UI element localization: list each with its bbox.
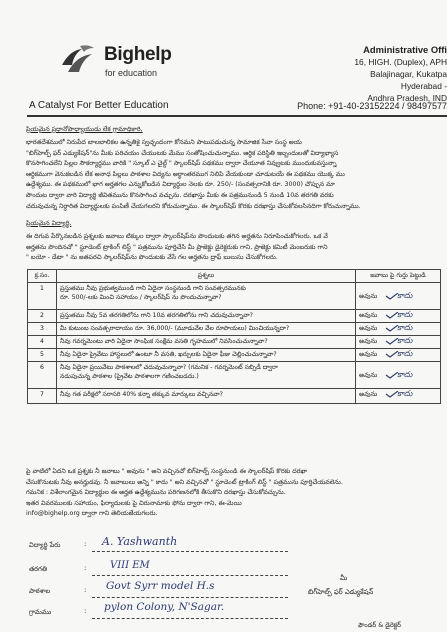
paragraph-line: చదువుచున్న నిర్ధారిత విద్యార్థులకు పంపిణీ చేయగలరని కోరుచున్నాము. ఈ స్కాలర్‌షిప్ కొరకు దరఖాస్తు చేసుకోవలసినదిగా కోరుచున్నాము. <box>26 202 361 210</box>
paragraph-line: కొనసాగించలేని పిల్లల సౌకర్యార్థము వారికి " స్కూల్ ఎ చైల్డ్ " స్కాలర్‌షిప్ పథకము ద్వారా చేయూత నివ్వుటకు ముందుకువస్తున్నా <box>26 160 337 168</box>
note-line: info@bighelp.org ద్వారా గాని తెలియజేయగలరు. <box>26 510 158 518</box>
colon: : <box>84 540 87 548</box>
village-line <box>92 618 288 619</box>
answer-cell[interactable] <box>356 322 441 335</box>
school-label: పాఠశాల <box>29 587 51 595</box>
row-number: 4 <box>28 335 57 348</box>
row-number: 6 <box>28 361 57 388</box>
row-number: 3 <box>28 322 57 335</box>
table-header-row <box>28 270 441 283</box>
note-line: చేసుకొనుటకు నీవు అనర్హుడవు. నీ జవాబులు అన్ని " కాదు " అని వచ్చినచో " స్టూడెంట్ ట్రాకింగ్ లిస్ట్ " పత్రమును పూర్తిచేయవలెను. <box>26 478 343 486</box>
notes-block <box>26 467 443 520</box>
school-line <box>92 597 288 598</box>
paragraph-line: ఆర్థికముగా వెనుకబడిన లేక అనాధ పిల్లలు పాఠశాల విద్యను అర్థాంతరముగ నిలిపి వేయకుండా చూడుటయే ఈ పథకము యొక్క ము <box>26 170 345 178</box>
header-number: క్ర.సం. <box>28 270 57 283</box>
class-label: తరగతి <box>29 565 48 573</box>
tagline: A Catalyst For Better Education <box>29 100 169 111</box>
question-cell <box>57 282 356 309</box>
paragraph-line: " బయో - డేటా " ను జతపరచి స్కాలర్‌షిప్‌ను పొందుటకు వేసే గల అర్హతను ద్రాఫ్ బులుసు చేసుకోగలరు. <box>26 254 278 262</box>
question-text: ప్రస్తుతము నీవు ప్రభుత్వముండి గాని ఏదైనా సంస్థనుండి గాని సంవత్సరమునకు <box>60 284 246 292</box>
answer-cell[interactable] <box>356 335 441 348</box>
row-number: 7 <box>28 388 57 403</box>
answer-no-handwritten: కాదు <box>397 335 413 345</box>
answer-yes: అవును <box>359 370 378 379</box>
village-field[interactable]: pylon Colony, N'Sagar. <box>104 601 225 613</box>
paragraph-line: "బిగ్‌హెల్ప్ ఫర్ ఎడ్యుకేషన్"ను మీకు పరిచయం చేయుటకు మేము సంతోషించుచున్నాము. ఆర్థిక పరిస్థితి ఇబ్బందులతో విద్యాభ్యాస <box>26 149 339 157</box>
answer-yes: అవును <box>359 323 378 332</box>
answer-no-handwritten: కాదు <box>397 290 413 300</box>
row-number: 2 <box>28 309 57 322</box>
address-line: 16, HIGH. (Duplex), APH <box>354 57 447 67</box>
class-line <box>92 575 288 576</box>
answer-no-handwritten: కాదు <box>397 348 413 358</box>
table-row <box>28 282 441 309</box>
answer-yes: అవును <box>359 291 378 300</box>
question-text: నీవు గవర్నమెంటు వారి ఏదైనా సాంఘిక సంక్షేమ వసతి గృహములో నివసించుచున్నావా? <box>57 335 356 348</box>
office-address <box>277 44 447 104</box>
header-divider <box>27 115 447 117</box>
student-salutation: ప్రియమైన విద్యార్థి, <box>26 220 72 227</box>
answer-cell[interactable] <box>356 361 441 388</box>
header-question: ప్రశ్నలు <box>57 270 356 283</box>
note-line: పై వాటిలో ఏదని ఒక ప్రశ్నకు నీ జవాబు " అవును " అని వచ్చినచో బిగ్‌హెల్ప్ సంస్థనుండి ఈ స్కాలర్‌షిప్ కొరకు దరఖా <box>26 468 308 475</box>
bighelp-logo-icon <box>58 38 98 78</box>
table-row <box>28 335 441 348</box>
paragraph-line: పొందుట ద్వారా వారి విద్యార్థి జీవితమును కొనసాగించ వచ్చును. దరఖాస్తు మీకు ఈ పత్రమునుండి 5 నుండి 10వ తరగతి వరకు <box>26 191 334 199</box>
answer-yes: అవును <box>359 349 378 358</box>
name-line <box>92 551 288 552</box>
closing-org: బిగ్‌హెల్ప్ ఫర్ ఎడ్యుకేషన్ <box>308 588 374 596</box>
answer-no-handwritten: కాదు <box>397 388 413 398</box>
answer-cell[interactable] <box>356 388 441 403</box>
phone-number: Phone: +91-40-23152224 / 98497577 <box>297 101 447 111</box>
table-row <box>28 322 441 335</box>
question-text: నీవు ఏదైనా ప్రైవేటు హాస్టలులో ఉంటూ నీ వసతి, ఖర్చులకు ఏదైనా ఫీజు చెల్లించుచున్నావా? <box>57 348 356 361</box>
address-line: Hyderabad - <box>400 81 447 91</box>
table-row <box>28 361 441 388</box>
colon: : <box>84 586 87 594</box>
answer-yes: అవును <box>359 389 378 398</box>
table-row <box>28 309 441 322</box>
eligibility-table <box>27 269 441 404</box>
answer-no-handwritten: కాదు <box>397 322 413 332</box>
class-field[interactable]: VIII EM <box>110 560 150 571</box>
colon: : <box>84 564 87 572</box>
salutation: ప్రియమైన ప్రధానోపాధ్యాయుడు లేక గ్రామాధికారి, <box>26 126 143 133</box>
paragraph-line: భారతదేశములో నిరుపేద బాలబాలికల ఉన్నతికై స్వచ్ఛందంగా కోనమని పాటుపడుచున్న సామాజిక సేవా సంస్థ అయ <box>26 139 302 146</box>
question-text: మీ కుటుంబ సంవత్సరాదాయం రూ. 36,000/- (మూడువేల వేల రూపాయలు) మించియున్నదా? <box>57 322 356 335</box>
address-line: Balajinagar, Kukatpa <box>370 69 447 79</box>
question-text: నీవు ఏదైనా ప్రయివేటు పాఠశాలలో చదువుచున్నావా? (గమనిక - గవర్నమెంట్ సబ్సిడీ ద్వారా <box>60 363 278 371</box>
student-name-field[interactable]: A. Yashwanth <box>102 535 178 548</box>
answer-cell[interactable] <box>356 309 441 322</box>
note-line: ఇతర వివరములకు సహాయం, ఫిర్యాదులకు పై చిరునామాకు ఫోను ద్వారా గాని, ఈ-మెయి <box>26 499 242 507</box>
brand-subtitle: for education <box>105 68 158 78</box>
question-text: రూ. 500/-లకు మించి సహాయం / స్కాలర్‌షిప్ ను పొందుచున్నావా? <box>60 294 222 301</box>
answer-cell[interactable] <box>356 282 441 309</box>
paragraph-line: అర్హతను పొందినచో " స్టూడెంట్ ట్రాకింగ్ లిస్ట్ " పత్రమును పూర్తిచేసి మీ ప్రాజెక్టు డైరెక్టరుకు గాని, ప్రాజెక్టు కమిటీ మెంబరుకు గాని <box>26 243 328 251</box>
note-line: గమనిక : విశేలాంగమైన విద్యార్థుల ఈ అర్హత ఉద్దేశ్యమును పరిగణనలోకి తీసుకొని దరఖాస్తు చేసుకోవచ్చును. <box>26 489 286 497</box>
paragraph-line: ఈ దిగువ పేర్కొనబడిన ప్రశ్నలకు జవాబు టిక్కుల ద్వారా స్కాలర్‌షిప్‌ను పొందుటకు తగిన అర్హతను నిరూపించుకోగలరు. ఒక వే <box>26 233 328 240</box>
answer-cell[interactable] <box>356 348 441 361</box>
row-number: 1 <box>28 282 57 309</box>
office-title: Administrative Offi <box>363 44 447 55</box>
answer-no-handwritten: కాదు <box>397 309 413 319</box>
question-text: నడుపుచున్న పాఠశాల (ప్రైవేట పాఠశాలగా గణించబడదు.) <box>60 373 199 380</box>
closing-designation: ఫౌండర్ & డైరెక్టర్ <box>358 621 401 629</box>
table-row <box>28 388 441 403</box>
question-cell <box>57 361 356 388</box>
table-row <box>28 348 441 361</box>
question-text: నీవు గత పరీక్షలో సరాసరి 40% కన్నా తక్కువ మార్కులు వచ్చినవా? <box>57 388 356 403</box>
address-line: Andhra Pradesh, IND <box>367 93 447 103</box>
question-text: ప్రస్తుతము నీవు 5వ తరగతిలోను గాని 10వ తరగతిలోను గాని చదువుచున్నావా? <box>57 309 356 322</box>
instruction-paragraph <box>26 232 443 264</box>
closing-yours: మీ <box>340 574 348 582</box>
answer-no-handwritten: కాదు <box>397 369 413 379</box>
colon: : <box>84 607 87 615</box>
village-label: గ్రామము <box>29 608 52 616</box>
row-number: 5 <box>28 348 57 361</box>
header-answer: జవాబు పై గుర్తు పెట్టుడి <box>356 270 441 283</box>
school-field[interactable]: Govt Syrr model H.s <box>106 580 215 592</box>
brand-name: Bighelp <box>104 44 172 65</box>
student-name-label: విద్యార్థి పేరు <box>29 541 61 549</box>
answer-yes: అవును <box>359 310 378 319</box>
paragraph-line: ఉద్దేశ్యము. ఈ పథకములో భాగ అర్హతగల ఎన్నుకోబడిన విద్యార్థుల నెలకు రూ. 250/- (సంవత్సరానికి రూ. 3000) చొప్పున మా <box>26 181 335 189</box>
intro-paragraph <box>26 138 443 212</box>
answer-yes: అవును <box>359 336 378 345</box>
